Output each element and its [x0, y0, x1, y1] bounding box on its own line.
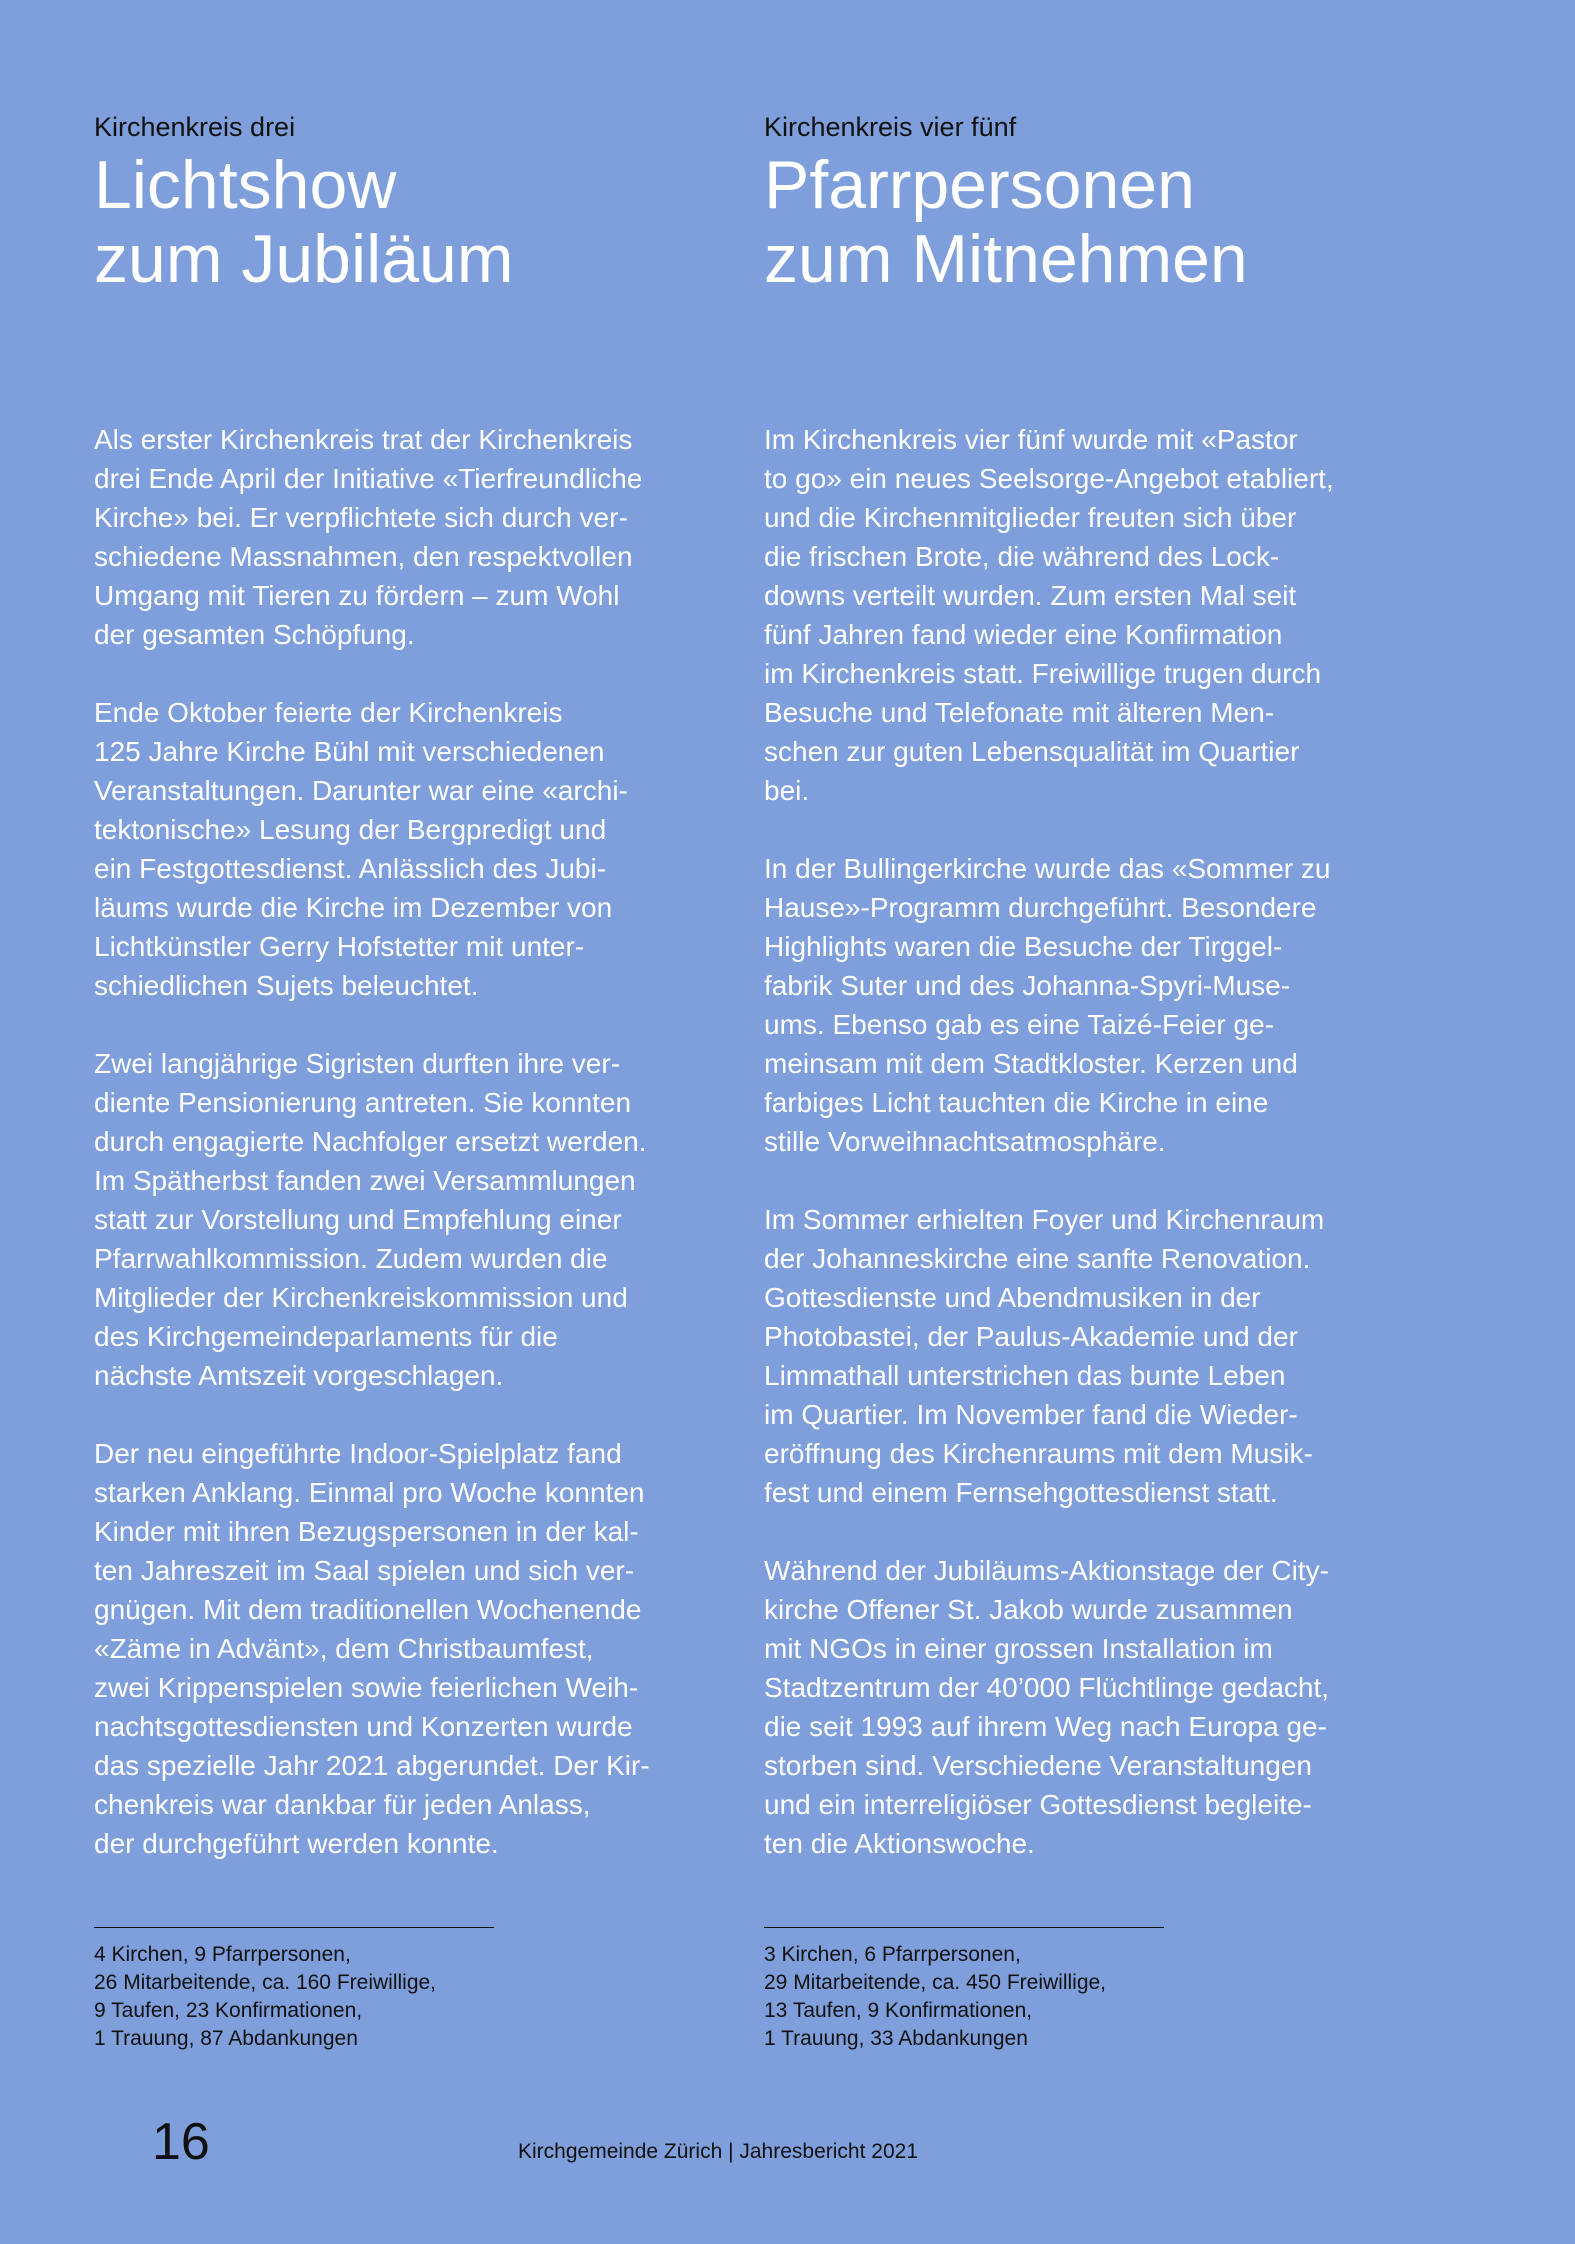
left-paragraph — [94, 420, 734, 654]
text-line: ein Festgottesdienst. Anlässlich des Jubi- — [94, 853, 607, 884]
fact-line: 9 Taufen, 23 Konfirmationen, — [94, 1999, 363, 2022]
right-body — [764, 420, 1404, 1902]
text-line: bei. — [764, 775, 810, 806]
text-line: diente Pensionierung antreten. Sie konnten — [94, 1087, 632, 1118]
fact-line: 1 Trauung, 87 Abdankungen — [94, 2027, 358, 2050]
text-line: schen zur guten Lebensqualität im Quartier — [764, 736, 1300, 767]
text-line: fabrik Suter und des Johanna-Spyri-Muse- — [764, 970, 1291, 1001]
text-line: chenkreis war dankbar für jeden Anlass, — [94, 1789, 591, 1820]
text-line: to go» ein neues Seelsorge-Angebot etabliert, — [764, 463, 1334, 494]
fact-line: 1 Trauung, 33 Abdankungen — [764, 2027, 1028, 2050]
text-line: Besuche und Telefonate mit älteren Men- — [764, 697, 1275, 728]
fact-line: 29 Mitarbeitende, ca. 450 Freiwillige, — [764, 1971, 1107, 1994]
footer-publication: Kirchgemeinde Zürich | Jahresbericht 2021 — [518, 2140, 918, 2163]
right-headline — [764, 148, 1248, 296]
left-kicker: Kirchenkreis drei — [94, 112, 296, 142]
left-headline-line: zum Jubiläum — [94, 221, 514, 297]
text-line: nächste Amtszeit vorgeschlagen. — [94, 1360, 504, 1391]
left-paragraph — [94, 693, 734, 1005]
text-line: Ende Oktober feierte der Kirchenkreis — [94, 697, 563, 728]
text-line: die seit 1993 auf ihrem Weg nach Europa ge- — [764, 1711, 1327, 1742]
text-line: Während der Jubiläums-Aktionstage der City- — [764, 1555, 1329, 1586]
text-line: und ein interreligiöser Gottesdienst begleite- — [764, 1789, 1312, 1820]
text-line: eröffnung des Kirchenraums mit dem Musik- — [764, 1438, 1313, 1469]
text-line: ten die Aktionswoche. — [764, 1828, 1035, 1859]
text-line: Highlights waren die Besuche der Tirggel- — [764, 931, 1283, 962]
text-line: mit NGOs in einer grossen Installation im — [764, 1633, 1273, 1664]
text-line: Stadtzentrum der 40’000 Flüchtlinge gedacht, — [764, 1672, 1330, 1703]
text-line: Hause»-Programm durchgeführt. Besondere — [764, 892, 1317, 923]
text-line: der gesamten Schöpfung. — [94, 619, 415, 650]
text-line: der Johanneskirche eine sanfte Renovation. — [764, 1243, 1311, 1274]
text-line: im Kirchenkreis statt. Freiwillige trugen durch — [764, 658, 1322, 689]
text-line: Pfarrwahlkommission. Zudem wurden die — [94, 1243, 608, 1274]
text-line: storben sind. Verschiedene Veranstaltungen — [764, 1750, 1312, 1781]
fact-line: 4 Kirchen, 9 Pfarrpersonen, — [94, 1943, 351, 1966]
left-headline — [94, 148, 514, 296]
text-line: Mitglieder der Kirchenkreiskommission und — [94, 1282, 628, 1313]
text-line: und die Kirchenmitglieder freuten sich über — [764, 502, 1297, 533]
text-line: farbiges Licht tauchten die Kirche in eine — [764, 1087, 1269, 1118]
text-line: ten Jahreszeit im Saal spielen und sich ver- — [94, 1555, 635, 1586]
text-line: statt zur Vorstellung und Empfehlung einer — [94, 1204, 622, 1235]
text-line: fünf Jahren fand wieder eine Konfirmation — [764, 619, 1283, 650]
text-line: Gottesdienste und Abendmusiken in der — [764, 1282, 1261, 1313]
fact-line: 3 Kirchen, 6 Pfarrpersonen, — [764, 1943, 1021, 1966]
text-line: downs verteilt wurden. Zum ersten Mal seit — [764, 580, 1297, 611]
text-line: drei Ende April der Initiative «Tierfreundliche — [94, 463, 643, 494]
fact-line: 13 Taufen, 9 Konfirmationen, — [764, 1999, 1033, 2022]
text-line: das spezielle Jahr 2021 abgerundet. Der Kir- — [94, 1750, 650, 1781]
left-divider — [94, 1927, 494, 1928]
left-body — [94, 420, 734, 1902]
text-line: im Quartier. Im November fand die Wieder- — [764, 1399, 1298, 1430]
left-headline-line: Lichtshow — [94, 147, 397, 223]
text-line: schiedlichen Sujets beleuchtet. — [94, 970, 479, 1001]
text-line: 125 Jahre Kirche Bühl mit verschiedenen — [94, 736, 605, 767]
text-line: gnügen. Mit dem traditionellen Wochenende — [94, 1594, 642, 1625]
text-line: durch engagierte Nachfolger ersetzt werden. — [94, 1126, 647, 1157]
text-line: Der neu eingeführte Indoor-Spielplatz fand — [94, 1438, 622, 1469]
text-line: Im Kirchenkreis vier fünf wurde mit «Pastor — [764, 424, 1298, 455]
text-line: stille Vorweihnachtsatmosphäre. — [764, 1126, 1166, 1157]
text-line: kirche Offener St. Jakob wurde zusammen — [764, 1594, 1293, 1625]
right-paragraph — [764, 849, 1404, 1161]
right-facts — [764, 1941, 1106, 2053]
text-line: Umgang mit Tieren zu fördern – zum Wohl — [94, 580, 620, 611]
text-line: Kirche» bei. Er verpflichtete sich durch ver- — [94, 502, 628, 533]
right-headline-line: Pfarrpersonen — [764, 147, 1195, 223]
left-facts — [94, 1941, 436, 2053]
text-line: läums wurde die Kirche im Dezember von — [94, 892, 613, 923]
text-line: Limmathall unterstrichen das bunte Leben — [764, 1360, 1286, 1391]
text-line: Als erster Kirchenkreis trat der Kirchenkreis — [94, 424, 633, 455]
text-line: die frischen Brote, die während des Lock- — [764, 541, 1280, 572]
text-line: tektonische» Lesung der Bergpredigt und — [94, 814, 607, 845]
text-line: meinsam mit dem Stadtkloster. Kerzen und — [764, 1048, 1298, 1079]
left-paragraph — [94, 1434, 734, 1863]
text-line: Im Sommer erhielten Foyer und Kirchenraum — [764, 1204, 1325, 1235]
right-paragraph — [764, 420, 1404, 810]
text-line: Veranstaltungen. Darunter war eine «archi- — [94, 775, 628, 806]
left-paragraph — [94, 1044, 734, 1395]
right-headline-line: zum Mitnehmen — [764, 221, 1248, 297]
text-line: «Zäme in Advänt», dem Christbaumfest, — [94, 1633, 594, 1664]
text-line: schiedene Massnahmen, den respektvollen — [94, 541, 633, 572]
right-paragraph — [764, 1551, 1404, 1863]
text-line: zwei Krippenspielen sowie feierlichen Weih- — [94, 1672, 639, 1703]
text-line: In der Bullingerkirche wurde das «Sommer zu — [764, 853, 1331, 884]
text-line: Photobastei, der Paulus-Akademie und der — [764, 1321, 1298, 1352]
text-line: der durchgeführt werden konnte. — [94, 1828, 499, 1859]
text-line: fest und einem Fernsehgottesdienst statt. — [764, 1477, 1278, 1508]
right-kicker: Kirchenkreis vier fünf — [764, 112, 1017, 142]
text-line: Lichtkünstler Gerry Hofstetter mit unter- — [94, 931, 585, 962]
text-line: ums. Ebenso gab es eine Taizé-Feier ge- — [764, 1009, 1274, 1040]
page-number: 16 — [152, 2113, 210, 2171]
text-line: nachtsgottesdiensten und Konzerten wurde — [94, 1711, 633, 1742]
text-line: Kinder mit ihren Bezugspersonen in der kal- — [94, 1516, 639, 1547]
text-line: des Kirchgemeindeparlaments für die — [94, 1321, 558, 1352]
right-paragraph — [764, 1200, 1404, 1512]
text-line: Zwei langjährige Sigristen durften ihre ver- — [94, 1048, 621, 1079]
fact-line: 26 Mitarbeitende, ca. 160 Freiwillige, — [94, 1971, 437, 1994]
text-line: Im Spätherbst fanden zwei Versammlungen — [94, 1165, 636, 1196]
right-divider — [764, 1927, 1164, 1928]
text-line: starken Anklang. Einmal pro Woche konnten — [94, 1477, 645, 1508]
